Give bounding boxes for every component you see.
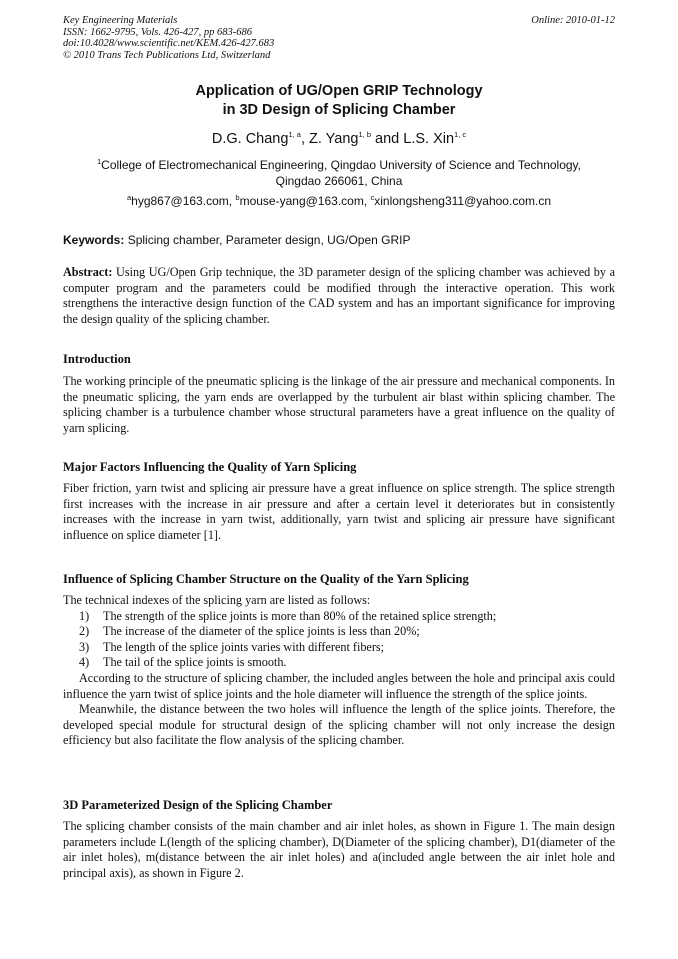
publication-meta	[63, 15, 615, 61]
author-separator: and	[371, 131, 404, 147]
author-3: L.S. Xin	[403, 131, 455, 147]
list-text: The length of the splice joints varies with different fibers;	[103, 639, 385, 654]
list-item	[63, 655, 615, 671]
keywords	[63, 232, 615, 248]
journal-name: Key Engineering Materials	[63, 15, 178, 26]
author-emails	[63, 193, 615, 209]
section-paragraph: According to the structure of splicing chamber, the included angles between the hole and principal axis could influence the yarn twist of splice joints and the hole diameter will influence the strength of the splice joints.	[63, 670, 615, 701]
section-paragraph: Meanwhile, the distance between the two holes will influence the length of the splice joints. Therefore, the developed special module for structural design of the splicing chamber will not only increase the design efficiency but also facilitate the flow analysis of the splicing chamber.	[63, 702, 615, 748]
author-2: Z. Yang	[309, 131, 359, 147]
affiliation-line-1: College of Electromechanical Engineering, Qingdao University of Science and Technology,	[101, 158, 581, 172]
author-list	[63, 130, 615, 148]
list-lead: The technical indexes of the splicing yarn are listed as follows:	[63, 593, 371, 607]
list-number: 1)	[79, 608, 90, 623]
author-1: D.G. Chang	[211, 131, 289, 147]
email-marker: c	[370, 193, 375, 202]
list-item	[63, 640, 615, 656]
section-heading: Influence of Splicing Chamber Structure on the Quality of the Yarn Splicing	[63, 572, 469, 586]
list-text: The strength of the splice joints is more than 80% of the retained splice strength;	[103, 608, 497, 623]
online-date: Online: 2010-01-12	[531, 15, 615, 26]
section-heading: 3D Parameterized Design of the Splicing Chamber	[63, 798, 333, 812]
list-text: The tail of the splice joints is smooth.	[103, 655, 287, 670]
author-2-affil: 1, b	[358, 130, 371, 140]
email-link[interactable]: hyg867@163.com,	[131, 194, 236, 208]
section-paragraph: The splicing chamber consists of the main chamber and air inlet holes, as shown in Figure 1. The main design parameters include L(length of the splicing chamber), D(Diameter of the splicing chamber), D1(diameter of the air inlet holes), m(distance between the air inlet holes) and a(included angle between the air inlet hole and principal axis), as shown in Figure 2.	[63, 819, 615, 880]
author-separator: ,	[300, 131, 310, 147]
title-line-2: in 3D Design of Splicing Chamber	[222, 102, 456, 118]
affiliation-line-2: Qingdao 266061, China	[275, 174, 403, 188]
list-number: 2)	[79, 624, 90, 639]
abstract	[63, 265, 615, 327]
keywords-label: Keywords:	[63, 233, 125, 247]
paper-title	[63, 82, 615, 120]
list-number: 3)	[79, 639, 90, 654]
email-link[interactable]: xinlongsheng311@yahoo.com.cn	[374, 194, 551, 208]
email-marker: b	[235, 193, 240, 202]
keywords-text: Splicing chamber, Parameter design, UG/Open GRIP	[124, 233, 411, 247]
affiliation	[63, 157, 615, 189]
list-text: The increase of the diameter of the splice joints is less than 20%;	[103, 624, 420, 639]
section-body	[63, 593, 615, 749]
abstract-text: Using UG/Open Grip technique, the 3D parameter design of the splicing chamber was achieved by a computer program and the parameters could be modified through the interactive operation. This work strengthens the interactive design function of the CAD system and has an important significance for improving the design quality of the splicing chamber.	[63, 265, 615, 326]
section-paragraph: The working principle of the pneumatic splicing is the linkage of the air pressure and mechanical components. In the pneumatic splicing, the yarn ends are overlapped by the turbulent air blast within splicing chamber. The splicing chamber is a turbulence chamber whose structural parameters have a great influence on the quality of yarn splicing.	[63, 374, 615, 435]
email-link[interactable]: mouse-yang@163.com,	[239, 194, 371, 208]
section-heading: Major Factors Influencing the Quality of Yarn Splicing	[63, 460, 357, 474]
affiliation-marker: 1	[96, 157, 102, 166]
abstract-label: Abstract:	[63, 265, 113, 279]
list-number: 4)	[79, 655, 90, 670]
title-line-1: Application of UG/Open GRIP Technology	[195, 83, 483, 99]
technical-index-list	[63, 609, 615, 671]
issn-line: ISSN: 1662-9795, Vols. 426-427, pp 683-686	[63, 26, 252, 38]
section-heading: Introduction	[63, 352, 131, 366]
list-item	[63, 609, 615, 625]
doi-line: doi:10.4028/www.scientific.net/KEM.426-427.683	[63, 38, 275, 49]
author-3-affil: 1, c	[454, 130, 467, 140]
author-1-affil: 1, a	[288, 130, 301, 140]
list-item	[63, 624, 615, 640]
section-paragraph: Fiber friction, yarn twist and splicing air pressure have a great influence on splice strength. The splice strength first increases with the increase in air pressure and after a certain level it deteriorates but in consistently increases with the increase in yarn twist, additionally, yarn twist and splicing air pressure have significant influence on splice diameter [1].	[63, 481, 615, 542]
email-marker: a	[126, 193, 132, 202]
copyright-line: © 2010 Trans Tech Publications Ltd, Switzerland	[63, 49, 271, 61]
